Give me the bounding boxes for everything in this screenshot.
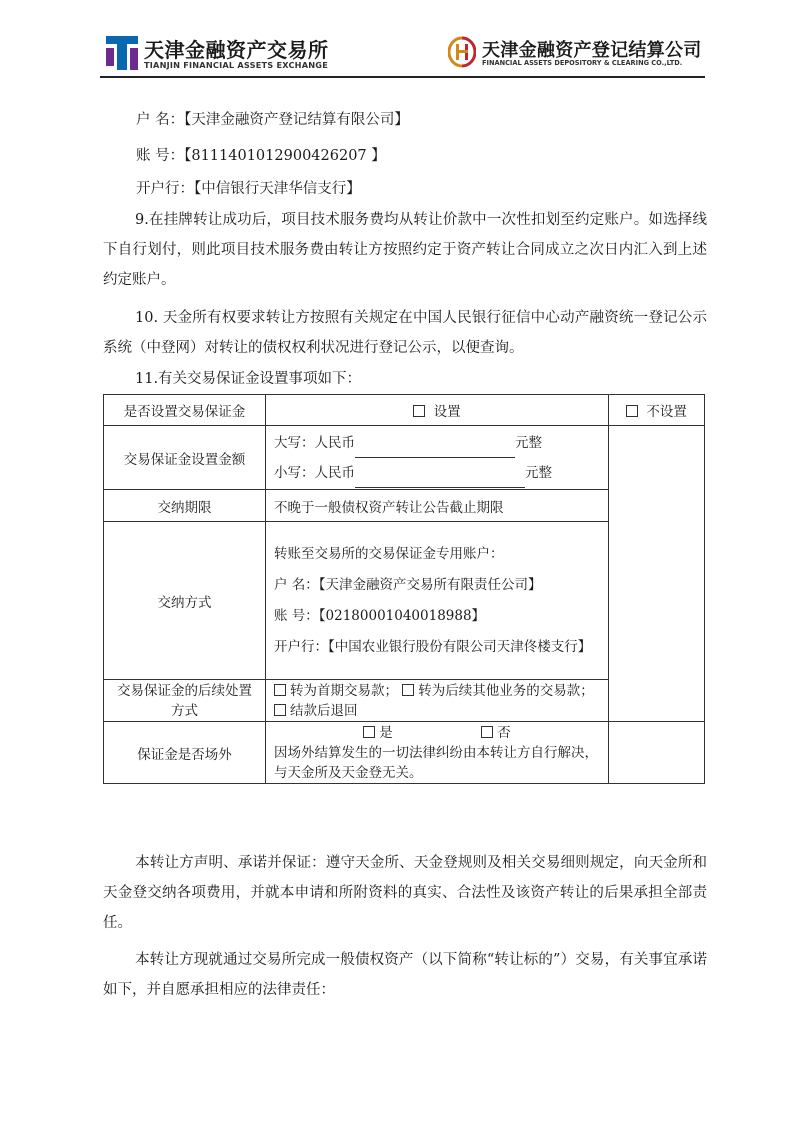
header-divider	[100, 76, 705, 78]
amount-upper-line: 大写：人民币 元整	[274, 428, 600, 458]
table-row-amount	[104, 426, 705, 490]
method-account-name: 户 名：【天津金融资产交易所有限责任公司】	[274, 576, 542, 593]
checkbox-refund[interactable]	[274, 704, 286, 716]
table-row-offsite	[104, 722, 705, 784]
setting-option-not-set[interactable]: 不设置	[609, 395, 705, 426]
setting-label: 是否设置交易保证金	[104, 395, 266, 426]
tfae-logo-icon	[106, 36, 138, 70]
deadline-value: 不晚于一般债权资产转让公告截止期限	[266, 490, 609, 522]
checkbox-not-set[interactable]	[626, 405, 638, 417]
commitment-paragraph: 本转让方现就通过交易所完成一般债权资产（以下简称“转让标的”）交易，有关事宜承诺如下，并自愿承担相应的法律责任：	[103, 952, 707, 998]
account-name-line: 户 名：【天津金融资产登记结算有限公司】	[136, 112, 409, 128]
right-blank-cell	[609, 426, 705, 722]
page-header	[100, 34, 705, 74]
method-intro: 转账至交易所的交易保证金专用账户：	[274, 545, 504, 562]
right-org-name: 天津金融资产登记结算公司	[482, 40, 702, 61]
checkbox-set[interactable]	[413, 405, 425, 417]
left-org-name: 天津金融资产交易所	[144, 38, 329, 62]
right-org-english-name: FINANCIAL ASSETS DEPOSITORY & CLEARING CO.,LTD.	[482, 59, 683, 67]
method-account-bank: 开户行：【中国农业银行股份有限公司天津佟楼支行】	[274, 638, 592, 655]
declaration-paragraph: 本转让方声明、承诺并保证：遵守天金所、天金登规则及相关交易细则规定，向天金所和天金登交纳各项费用，并就本申请和所附资料的真实、合法性及该资产转让的后果承担全部责任。	[103, 855, 707, 931]
table-row-setting	[104, 395, 705, 426]
amount-label: 交易保证金设置金额	[104, 426, 266, 490]
amount-lower-blank[interactable]	[355, 471, 525, 488]
item-9-paragraph: 9.在挂牌转让成功后，项目技术服务费均从转让价款中一次性扣划至约定账户。如选择线下自行划付，则此项目技术服务费由转让方按照约定于资产转让合同成立之次日内汇入到上述约定账户。	[103, 212, 707, 288]
fadc-logo-icon	[448, 36, 476, 68]
offsite-options	[266, 722, 609, 784]
checkbox-offsite-no[interactable]	[481, 726, 493, 738]
setting-option-set[interactable]: 设置	[266, 395, 609, 426]
item-10-paragraph: 10. 天金所有权要求转让方按照有关规定在中国人民银行征信中心动产融资统一登记公示系统（中登网）对转让的债权权利状况进行登记公示，以便查询。	[103, 310, 707, 356]
account-bank-line: 开户行：【中信银行天津华信支行】	[136, 181, 361, 197]
item-11-paragraph: 11.有关交易保证金设置事项如下：	[135, 371, 362, 387]
checkbox-other-business[interactable]	[402, 684, 414, 696]
offsite-choice-line: 是 否	[274, 723, 600, 743]
checkbox-first-payment[interactable]	[274, 684, 286, 696]
amount-lower-line: 小写：人民币 元整	[274, 458, 600, 488]
left-org-english-name: TIANJIN FINANCIAL ASSETS EXCHANGE	[144, 60, 329, 70]
account-number-line: 账 号：【8111401012900426207 】	[136, 148, 386, 164]
followup-options: 转为首期交易款； 转为后续其他业务的交易款； 结款后退回	[266, 680, 609, 722]
offsite-note: 因场外结算发生的一切法律纠纷由本转让方自行解决，与天金所及天金登无关。	[274, 744, 598, 781]
amount-fields	[266, 426, 609, 490]
checkbox-offsite-yes[interactable]	[363, 726, 375, 738]
amount-upper-blank[interactable]	[355, 441, 515, 458]
offsite-right-cell	[609, 722, 705, 784]
followup-label: 交易保证金的后续处置方式	[104, 680, 266, 722]
method-details	[266, 522, 609, 680]
method-label: 交纳方式	[104, 522, 266, 680]
offsite-label: 保证金是否场外	[104, 722, 266, 784]
deadline-label: 交纳期限	[104, 490, 266, 522]
deposit-settings-table	[103, 394, 705, 784]
method-account-number: 账 号：【02180001040018988】	[274, 607, 486, 624]
